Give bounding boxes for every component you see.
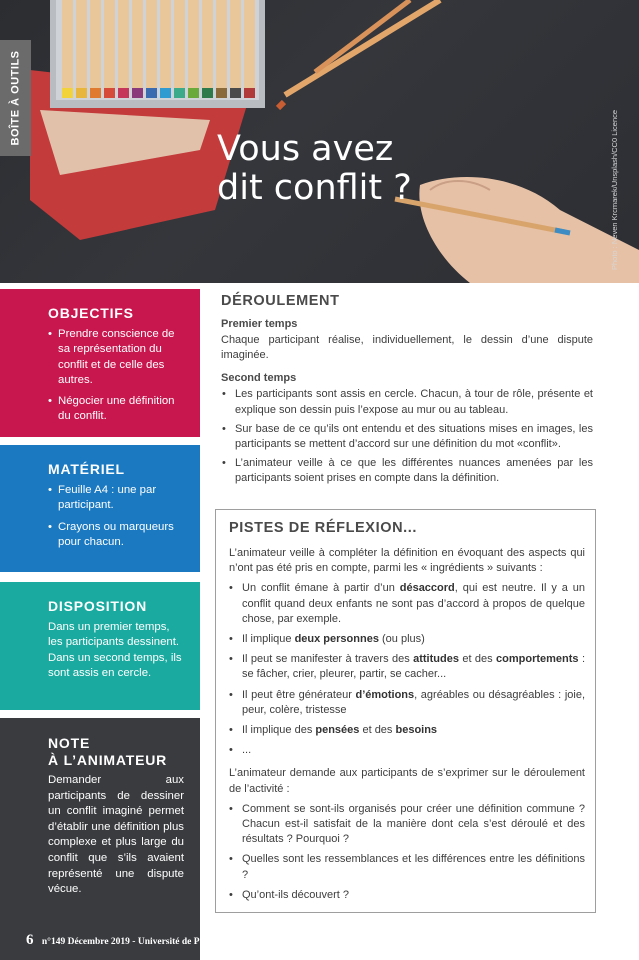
materiel-list [48,483,184,550]
pistes-intro: L’animateur veille à compléter la définition en évoquant des aspects qui n’ont pas été pris en compte, parmi les « ingrédients » suivants : [229,547,585,575]
hero-photo [0,0,639,283]
list-item: • Comment se sont-ils organisés pour créer une définition commune ? Chacun est-il satisfait de la manière dont cela s’est déroulé et des résultats ? Pourquoi ? [229,802,585,848]
list-item: • ... [229,743,585,758]
second-temps-title: Second temps [221,372,297,385]
section-tab [0,40,31,156]
questions-list [229,802,585,903]
footer-text: n°149 Décembre 2019 - Université de Paix asbl [41,937,231,947]
list-item: • Crayons ou marqueurs pour chacun. [48,520,184,551]
list-item: • Un conflit émane à partir d’un désaccord, qui est neutre. Il y a un conflit quand deux enfants ne sont pas d’accord à propos de quelque chose, par exemple. [229,581,585,627]
page-title-line1: Vous avez [217,129,394,169]
note-title-line2: À L’ANIMATEUR [48,752,168,768]
pistes-box [215,509,596,913]
list-item: • Prendre conscience de sa représentation du conflit et de celle des autres. [48,327,184,388]
list-item: • Il implique deux personnes (ou plus) [229,632,585,647]
second-temps-list [221,387,593,486]
list-item: • Feuille A4 : une par participant. [48,483,184,514]
list-item: • Il peut être générateur d’émotions, agréables ou désagréables : joie, peur, colère, tristesse [229,688,585,718]
note-text: Demander aux participants de dessiner un conflit imaginé permet d’établir une définition plus complexe et plus large du conflit que s’ils avaient représenté une dispute vécue. [48,774,184,896]
list-item: • Il implique des pensées et des besoins [229,723,585,738]
objectifs-list [48,327,184,425]
pistes-second-intro: L’animateur demande aux participants de s’exprimer sur le déroulement de l’activité : [229,767,585,795]
premier-temps-title: Premier temps [221,318,298,330]
premier-temps-text: Chaque participant réalise, individuellement, le dessin d’une dispute imaginée. [221,334,593,362]
disposition-box [0,582,200,710]
list-item: • Quelles sont les ressemblances et les différences entre les définitions ? [229,852,585,882]
ingredients-list [229,581,585,758]
page-title [217,130,467,208]
materiel-title: MATÉRIEL [48,461,125,477]
page-title-line2: dit conflit ? [217,168,412,208]
disposition-title: DISPOSITION [48,598,148,614]
disposition-text: Dans un premier temps, les participants dessinent. Dans un second temps, ils sont assis en cercle. [48,621,182,679]
page-number: 6 [26,932,34,948]
list-item: • Sur base de ce qu’ils ont entendu et des situations mises en images, les participants se mettent d’accord sur une définition du mot «conflit». [221,422,593,452]
note-title-line1: NOTE [48,735,91,751]
objectifs-title: OBJECTIFS [48,305,134,321]
materiel-box [0,445,200,572]
footer [26,932,230,949]
note-box [0,718,200,960]
list-item: • Qu’ont-ils découvert ? [229,888,585,903]
objectifs-box [0,289,200,437]
deroulement-section [221,293,593,491]
pistes-title: PISTES DE RÉFLEXION... [229,520,418,536]
section-tab-label: BOÎTE À OUTILS [9,50,22,146]
photo-credit: Photo : Neven Krcmarek/Unsplash/CC0 Licence [610,109,619,270]
deroulement-title: DÉROULEMENT [221,293,340,309]
list-item: • Les participants sont assis en cercle. Chacun, à tour de rôle, présente et explique son dessin puis l’expose au mur ou au tableau. [221,387,593,417]
list-item: • L’animateur veille à ce que les différentes nuances amenées par les participants soient prises en compte dans la définition. [221,456,593,486]
list-item: • Il peut se manifester à travers des attitudes et des comportements : se fâcher, crier, pleurer, partir, se cacher... [229,652,585,682]
note-title [48,735,184,769]
list-item: • Négocier une définition du conflit. [48,394,184,425]
